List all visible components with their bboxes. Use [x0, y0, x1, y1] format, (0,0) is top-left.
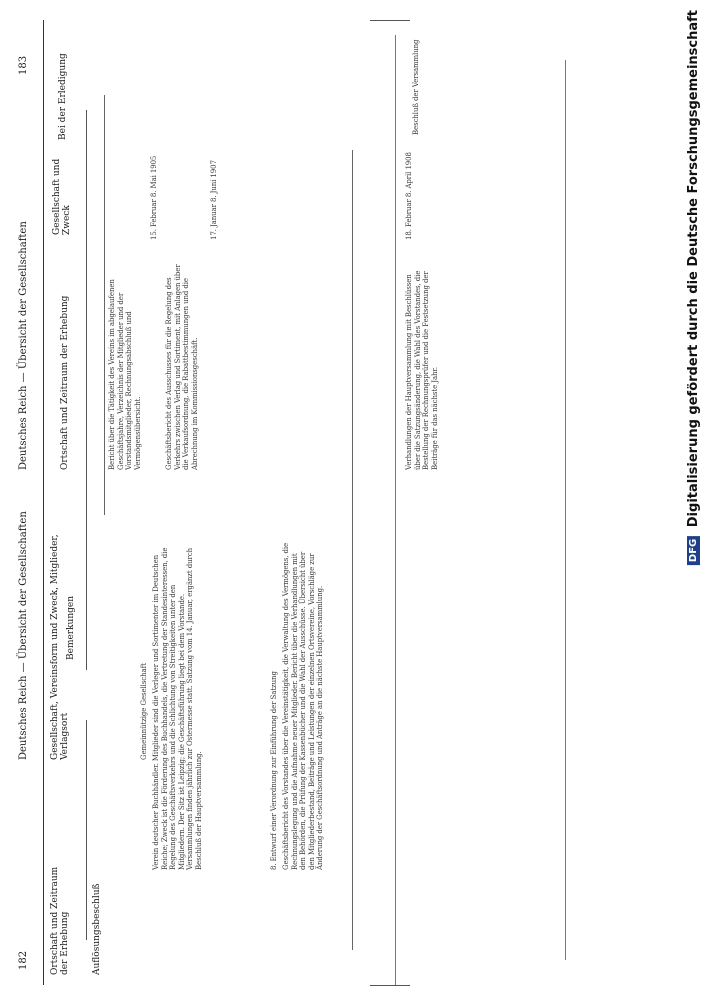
tick-rule-top [370, 20, 410, 21]
right-note-3: 18. Februar 8. April 1908 [405, 152, 413, 240]
right-note-2: 17. Januar 8. Juni 1907 [210, 160, 218, 240]
right-col2-head: Gesellschaft und Zweck [52, 158, 72, 235]
right-block3-text: Verhandlungen der Hauptversammlung mit Beschlüssen über die Satzungsänderung, die Wahl des Vorstandes, die Bestellung der Rechnungsprüfer und die Festsetzung der Beiträge für das nächste Jahr. [405, 270, 439, 470]
column-rule-1 [86, 110, 87, 670]
left-block1-title: Gemeinnützige Gesellschaft [140, 663, 148, 760]
column-rule-2 [86, 720, 87, 940]
right-note-1: 15. Februar 8. Mai 1905 [150, 155, 158, 240]
right-page-number: 183 [18, 55, 29, 75]
left-block2-title: 8. Entwurf einer Verordnung zur Einführung der Satzung [270, 671, 278, 870]
dfg-logo: DFG [687, 536, 700, 565]
right-block1-text: Bericht über die Tätigkeit des Vereins im abgelaufenen Geschäftsjahre, Verzeichnis der Mitglieder und der Vorstandsmitglieder, Rechnungsabschluß und Vermögensübersicht. [108, 279, 142, 470]
left-col1-head: Ortschaft und Zeitraum der Erhebung [50, 866, 70, 975]
left-block2-text: Geschäftsbericht des Vorstandes über die Vereinstätigkeit, die Verwaltung des Vermögens, die Rechnungslegung und die Aufnahme neuer Mitglieder. Bericht über die Verhandlungen mit den Behörden, die Prüfung der Kassenbücher und die Wahl der Ausschüsse. Übersicht über den Mitgliederbestand, Beiträge und Leistungen der einzelnen Ortsvereine, Vorschläge zur Änderung der Geschäftsordnung und Anträge an die nächste Hauptversammlung. [282, 542, 325, 870]
left-col2-head: Gesellschaft, Vereinsform und Zweck, Mitglieder, Verlagsort [50, 534, 70, 760]
right-note-3-remark: Beschluß der Versammlung [412, 39, 420, 135]
left-section-label: Auflösungsbeschluß [92, 883, 102, 975]
tick-rule-bottom [370, 985, 410, 986]
header-rule-right [565, 60, 566, 960]
right-col1-head: Ortschaft und Zeitraum der Erhebung [60, 295, 70, 470]
right-col3-head: Bei der Erledigung [58, 53, 68, 140]
left-running-head: Deutsches Reich — Übersicht der Gesellschaften [18, 511, 29, 760]
right-column-rule-1 [104, 95, 105, 515]
left-page-number: 182 [18, 950, 29, 970]
center-gutter-rule [352, 150, 353, 950]
page-border-left-rule [43, 20, 44, 985]
left-block1-text: Verein deutscher Buchhändler. Mitglieder sind die Verleger und Sortimenter im Deutschen Reiche; Zweck ist die Förderung des Buchhandels, die Vertretung der Standesinteressen, die Regelung des Geschäftsverkehrs und die Schlichtung von Streitigkeiten unter den Mitgliedern. Der Sitz ist Leipzig; die Geschäftsführung liegt bei dem Vorstande. Versammlungen finden jährlich zur Ostermesse statt. Satzung vom 14. Januar, ergänzt durch Beschluß der Hauptversammlung. [152, 547, 203, 870]
right-running-head: Deutsches Reich — Übersicht der Gesellschaften [18, 221, 29, 470]
right-column-rule-2 [395, 35, 396, 985]
left-col3-head: Bemerkungen [66, 595, 76, 660]
dfg-watermark [686, 10, 701, 565]
dfg-watermark-text: Digitalisierung gefördert durch die Deutsche Forschungsgemeinschaft [686, 10, 701, 528]
right-block2-text: Geschäftsbericht des Ausschusses für die Regelung des Verkehrs zwischen Verlag und Sortiment, mit Anlagen über die Verkaufsordnung, die Rabattbestimmungen und die Abrechnung im Kommissionsgeschäft. [165, 264, 199, 470]
